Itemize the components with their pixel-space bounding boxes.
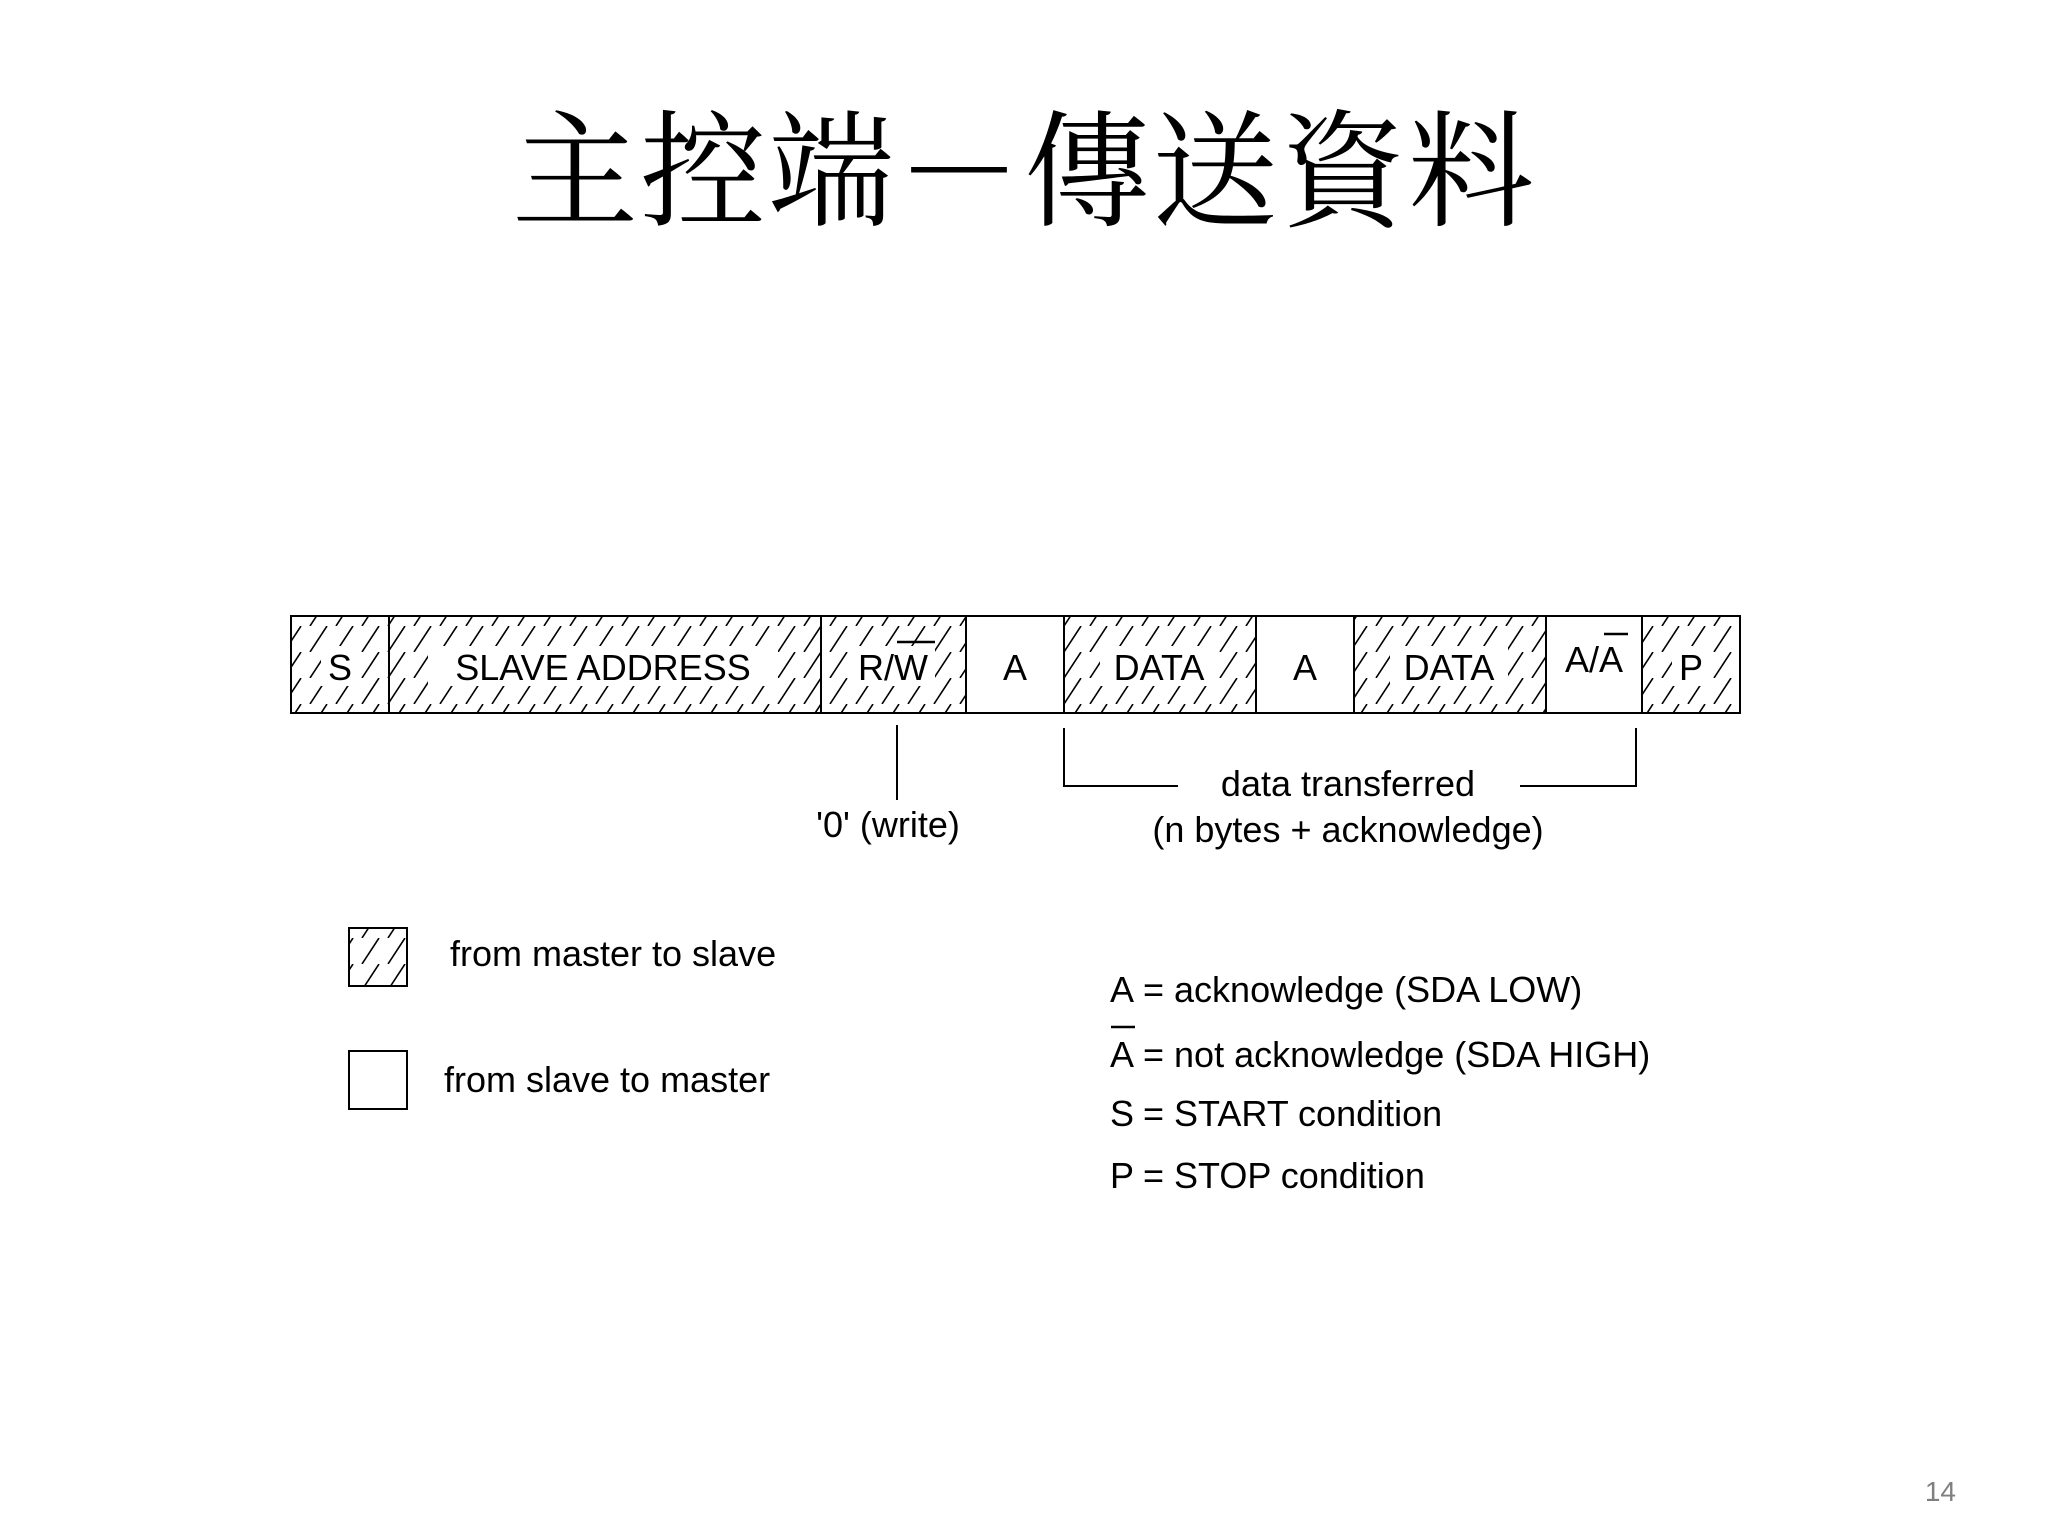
field-label-ack-1: A — [1002, 647, 1028, 688]
definition-stop — [1110, 1155, 1425, 1196]
field-label-data-1: DATA — [1113, 647, 1205, 688]
frame-field-ack-2 — [1256, 616, 1354, 713]
frame-field-read-write — [821, 616, 966, 713]
frame-field-data-1 — [1064, 616, 1256, 713]
definition-symbol: A — [1110, 1034, 1135, 1075]
definition-text: = STOP condition — [1143, 1155, 1425, 1196]
frame-field-ack-nack — [1546, 616, 1642, 713]
data-transfer-bracket-right — [1520, 728, 1636, 786]
field-label-start: S — [327, 647, 353, 688]
legend-hatched-label: from master to slave — [450, 933, 777, 974]
frame-field-stop — [1642, 616, 1740, 713]
legend-plain-swatch — [349, 1051, 407, 1109]
legend-plain-label: from slave to master — [444, 1059, 771, 1100]
page-number: 14 — [1924, 1476, 1956, 1507]
field-label-slave-address: SLAVE ADDRESS — [455, 647, 751, 688]
definition-text: = acknowledge (SDA LOW) — [1143, 969, 1583, 1010]
legend-hatched-swatch — [349, 928, 407, 986]
definition-nack — [1110, 1027, 1650, 1075]
slide-title: 主控端－傳送資料 — [512, 99, 1536, 246]
rw-note: '0' (write) — [816, 804, 960, 845]
field-label-ack-2: A — [1292, 647, 1318, 688]
data-transfer-note-line2: (n bytes + acknowledge) — [1152, 809, 1544, 850]
definition-symbol: A — [1110, 969, 1135, 1010]
definition-symbol: S — [1110, 1093, 1135, 1134]
definition-text: = not acknowledge (SDA HIGH) — [1143, 1034, 1651, 1075]
definition-symbol: P — [1110, 1155, 1135, 1196]
frame-field-data-2 — [1354, 616, 1546, 713]
field-label-stop: P — [1678, 647, 1704, 688]
definition-start — [1110, 1093, 1442, 1134]
data-transfer-bracket-left — [1064, 728, 1178, 786]
frame-field-slave-address — [389, 616, 821, 713]
field-label-data-2: DATA — [1403, 647, 1495, 688]
field-label-read-write: R/W — [858, 647, 928, 688]
field-label-ack-nack: A/A — [1564, 639, 1624, 680]
frame-field-ack-1 — [966, 616, 1064, 713]
data-transfer-note-line1: data transferred — [1220, 763, 1476, 804]
frame-field-start — [291, 616, 389, 713]
definition-ack — [1110, 969, 1582, 1010]
definition-text: = START condition — [1143, 1093, 1443, 1134]
